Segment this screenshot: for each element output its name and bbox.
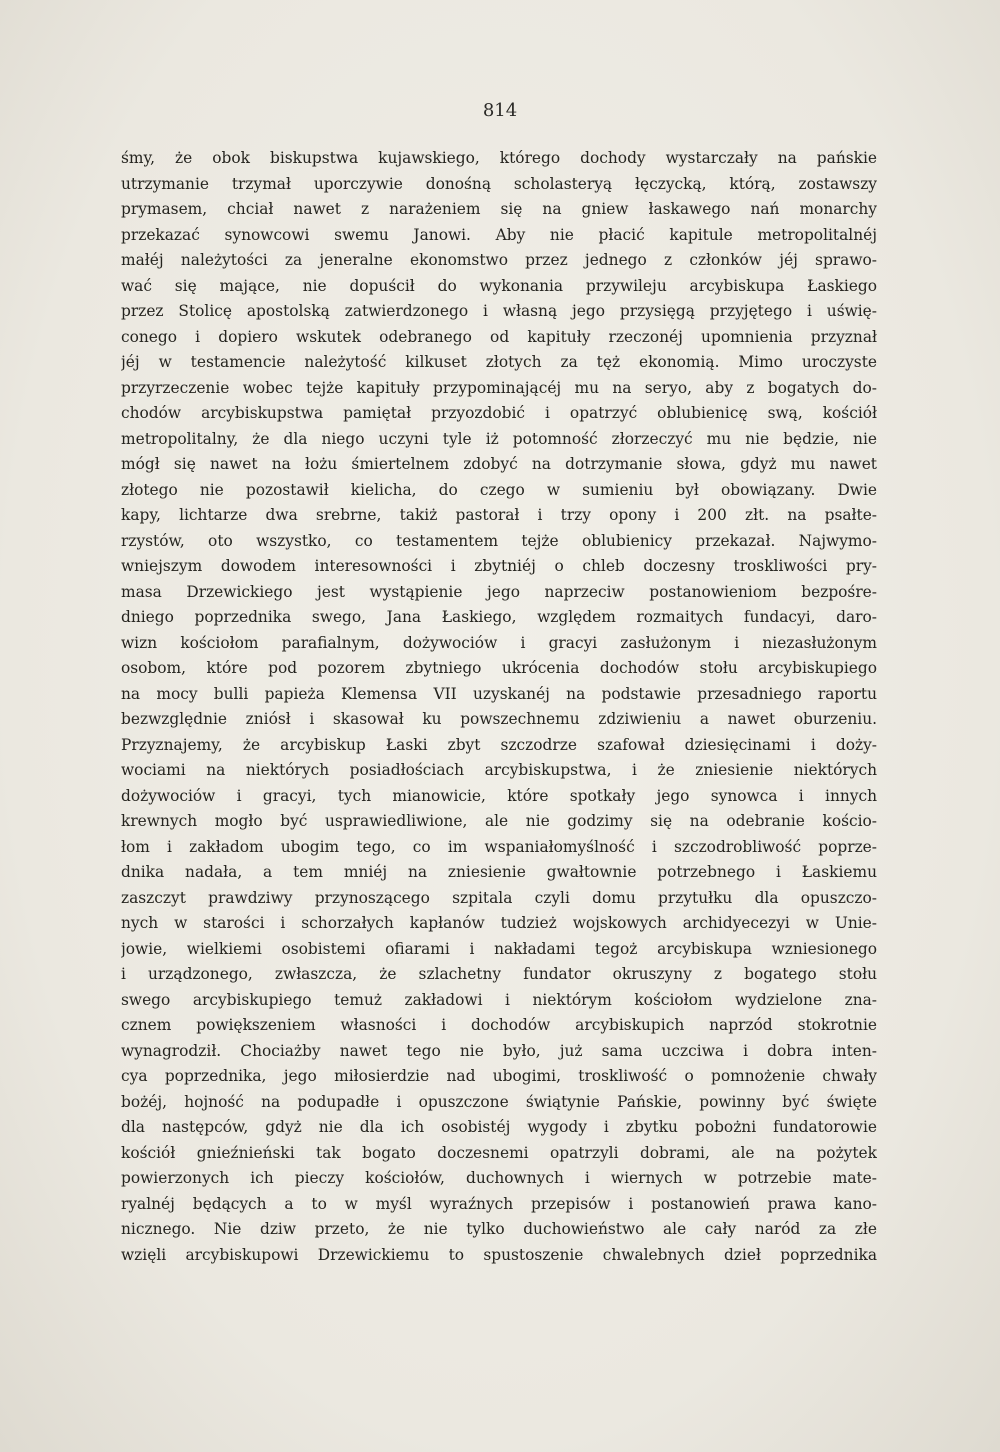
text-line: dożywociów i gracyi, tych mianowicie, które spotkały jego synowca i innych bbox=[121, 786, 877, 805]
text-line: zaszczyt prawdziwy przynoszącego szpitala czyli domu przytułku dla opuszczo- bbox=[121, 888, 877, 907]
text-line: jowie, wielkiemi osobistemi ofiarami i nakładami tegoż arcybiskupa wzniesionego bbox=[121, 939, 877, 958]
text-line: jéj w testamencie należytość kilkuset złotych za tęż ekonomią. Mimo uroczyste bbox=[121, 353, 877, 371]
text-line: powierzonych ich pieczy kościołów, duchownych i wiernych w potrzebie mate- bbox=[121, 1169, 877, 1187]
text-line: przyrzeczenie wobec tejże kapituły przypominającéj mu na seryo, aby z bogatych do- bbox=[121, 378, 877, 397]
text-line: nicznego. Nie dziw przeto, że nie tylko duchowieństwo ale cały naród za złe bbox=[121, 1220, 877, 1238]
text-line: mógł się nawet na łożu śmiertelnem zdobyć na dotrzymanie słowa, gdyż mu nawet bbox=[121, 455, 877, 473]
text-line: śmy, że obok biskupstwa kujawskiego, którego dochody wystarczały na pańskie bbox=[121, 149, 877, 167]
text-line: bożéj, hojność na podupadłe i opuszczone świątynie Pańskie, powinny być święte bbox=[121, 1092, 877, 1111]
text-line: krewnych mogło być usprawiedliwione, ale nie godzimy się na odebranie kościo- bbox=[121, 812, 877, 830]
text-line: ryalnéj będących a to w myśl wyraźnych przepisów i postanowień prawa kano- bbox=[121, 1194, 877, 1213]
text-line: chodów arcybiskupstwa pamiętał przyozdobić i opatrzyć oblubienicę swą, kościół bbox=[121, 404, 877, 422]
text-line: kościół gnieźnieński tak bogato doczesnemi opatrzyli dobrami, ale na pożytek bbox=[121, 1143, 877, 1162]
text-line: osobom, które pod pozorem zbytniego ukrócenia dochodów stołu arcybiskupiego bbox=[121, 659, 877, 677]
text-line: metropolitalny, że dla niego uczyni tyle iż potomność złorzeczyć mu nie będzie, nie bbox=[121, 429, 877, 448]
text-line: rzystów, oto wszystko, co testamentem tejże oblubienicy przekazał. Najwymo- bbox=[121, 531, 877, 550]
text-line: nych w starości i schorzałych kapłanów tudzież wojskowych archidyecezyi w Unie- bbox=[121, 914, 877, 932]
text-line: dniego poprzednika swego, Jana Łaskiego, względem rozmaitych fundacyi, daro- bbox=[121, 608, 877, 626]
text-line: prymasem, chciał nawet z narażeniem się na gniew łaskawego nań monarchy bbox=[121, 200, 877, 218]
text-line: masa Drzewickiego jest wystąpienie jego naprzeciw postanowieniom bezpośre- bbox=[121, 582, 877, 601]
text-line: Przyznajemy, że arcybiskup Łaski zbyt szczodrze szafował dziesięcinami i doży- bbox=[121, 735, 877, 754]
text-line: małéj należytości za jeneralne ekonomstwo przez jednego z członków jéj sprawo- bbox=[121, 251, 877, 269]
text-line: kapy, lichtarze dwa srebrne, takiż pastorał i trzy opony i 200 złt. na psałte- bbox=[121, 506, 877, 524]
text-line: i urządzonego, zwłaszcza, że szlachetny fundator okruszyny z bogatego stołu bbox=[121, 965, 877, 983]
text-line: cznem powiększeniem własności i dochodów arcybiskupich naprzód stokrotnie bbox=[121, 1016, 877, 1034]
text-line: wniejszym dowodem interesowności i zbytniéj o chleb doczesny troskliwości pry- bbox=[121, 557, 877, 575]
text-line: utrzymanie trzymał uporczywie donośną scholasteryą łęczycką, którą, zostawszy bbox=[121, 174, 877, 193]
text-line: dnika nadała, a tem mniéj na zniesienie gwałtownie potrzebnego i Łaskiemu bbox=[121, 863, 877, 881]
text-line: łom i zakładom ubogim tego, co im wspaniałomyślność i szczodrobliwość poprze- bbox=[121, 837, 877, 856]
text-line: wać się mające, nie dopuścił do wykonania przywileju arcybiskupa Łaskiego bbox=[121, 276, 877, 295]
text-line: swego arcybiskupiego temuż zakładowi i niektórym kościołom wydzielone zna- bbox=[121, 990, 877, 1009]
page-number: 814 bbox=[482, 100, 518, 121]
text-line: złotego nie pozostawił kielicha, do czego w sumieniu był obowiązany. Dwie bbox=[121, 480, 877, 499]
body-text bbox=[121, 146, 877, 1268]
text-line: przekazać synowcowi swemu Janowi. Aby nie płacić kapitule metropolitalnéj bbox=[121, 225, 877, 244]
text-line: przez Stolicę apostolską zatwierdzonego i własną jego przysięgą przyjętego i uświę- bbox=[121, 302, 877, 320]
text-line: bezwzględnie zniósł i skasował ku powszechnemu zdziwieniu a nawet oburzeniu. bbox=[121, 710, 877, 728]
text-line: wzięli arcybiskupowi Drzewickiemu to spustoszenie chwalebnych dzieł poprzednika bbox=[121, 1245, 877, 1264]
text-line: dla następców, gdyż nie dla ich osobistéj wygody i zbytku pobożni fundatorowie bbox=[121, 1118, 877, 1136]
text-line: conego i dopiero wskutek odebranego od kapituły rzeczonéj upomnienia przyznał bbox=[121, 327, 877, 346]
text-line: cya poprzednika, jego miłosierdzie nad ubogimi, troskliwość o pomnożenie chwały bbox=[121, 1067, 877, 1085]
text-line: na mocy bulli papieża Klemensa VII uzyskanéj na podstawie przesadniego raportu bbox=[121, 684, 877, 703]
text-line: wizn kościołom parafialnym, dożywociów i gracyi zasłużonym i niezasłużonym bbox=[121, 633, 877, 652]
text-line: wociami na niektórych posiadłościach arcybiskupstwa, i że zniesienie niektórych bbox=[121, 761, 877, 779]
text-line: wynagrodził. Chociażby nawet tego nie było, już sama uczciwa i dobra inten- bbox=[121, 1041, 877, 1060]
